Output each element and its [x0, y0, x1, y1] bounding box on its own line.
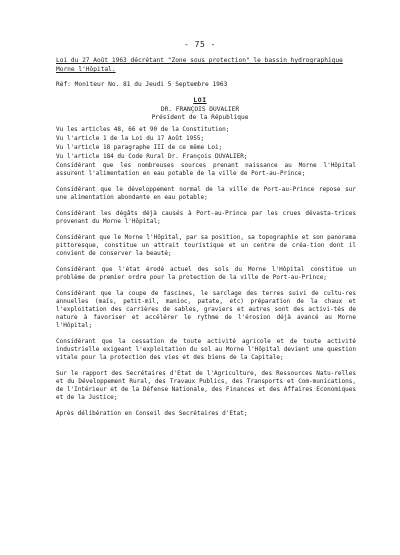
law-preamble — [56, 126, 356, 418]
law-heading: LOI — [193, 96, 207, 104]
author-title: Président de la République — [151, 114, 249, 121]
law-title: Loi du 27 Août 1963 décrétant "Zone sous protection" le bassin hydrographique Morne l'Hôpital. — [56, 57, 343, 73]
paragraph: Vu les articles 48, 66 et 90 de la Constitution; — [56, 126, 230, 133]
paragraph: Considérant que la coupe de fascines, le sarclage des terres suivi de cultu-res annuelles (maïs, petit-mil, manioc, patate, etc) préparation de la chaux et l'exploitation des carrières de sables, graviers et autres sont des activi-tés de nature à favoriser et accélérer le rythme de l'érosion déjà avancé au Morne l'Hôpital; — [56, 290, 356, 329]
moniteur-reference: Réf: Moniteur No. 81 du Jeudi 5 Septembre 1963 — [56, 81, 228, 88]
paragraph: Considérant que le Morne l'Hôpital, par sa position, sa topographie et son panorama pittoresque, constitue un attrait touristique et un centre de créa-tion dont il convient de conserver la beauté; — [56, 234, 356, 257]
page-number: - 75 - — [184, 40, 216, 49]
paragraph: Considérant que le développement normal de la ville de Port-au-Prince repose sur une alimentation abondante en eau potable; — [56, 186, 356, 201]
paragraph: Considérant les dégâts déjà causés à Port-au-Prince par les crues dévasta-trices provenant du Morne l'Hôpital; — [56, 210, 356, 225]
author-name: DR. FRANÇOIS DUVALIER — [160, 106, 240, 113]
paragraph: Considérant que les nombreuses sources prenant naissance au Morne l'Hôpital assurent l'alimentation en eau potable de la ville de Port-au-Prince; — [56, 162, 356, 177]
paragraph: Considérant que l'état érodé actuel des sols du Morne l'Hôpital constitue un problème de premier ordre pour la protection de la ville de Port-au-Prince; — [56, 266, 356, 281]
paragraph: Vu l'article 184 du Code Rural Dr. François DUVALIER; — [56, 153, 248, 160]
author-block — [0, 106, 400, 122]
paragraph: Après délibération en Conseil des Secrétaires d'Etat; — [56, 410, 248, 417]
paragraph: Sur le rapport des Secrétaires d'Etat de l'Agriculture, des Ressources Natu-relles et du Développement Rural, des Travaux Publics, des Transports et Com-munications, de l'Intérieur et de la Défense Nationale, des Finances et des Affaires Economiques et de la Justice; — [56, 370, 356, 401]
paragraph: Considérant que la cessation de toute activité agricole et de toute activité industrielle exigeant l'exploitation du sol au Morne l'Hôpital devient une question vitale pour la protection des vies et des biens de la Capitale; — [56, 338, 356, 361]
paragraph: Vu l'article 18 paragraphe III de ce même Loi; — [56, 144, 223, 151]
paragraph: Vu l'article 1 de la Loi du 17 Août 1955; — [56, 135, 205, 142]
